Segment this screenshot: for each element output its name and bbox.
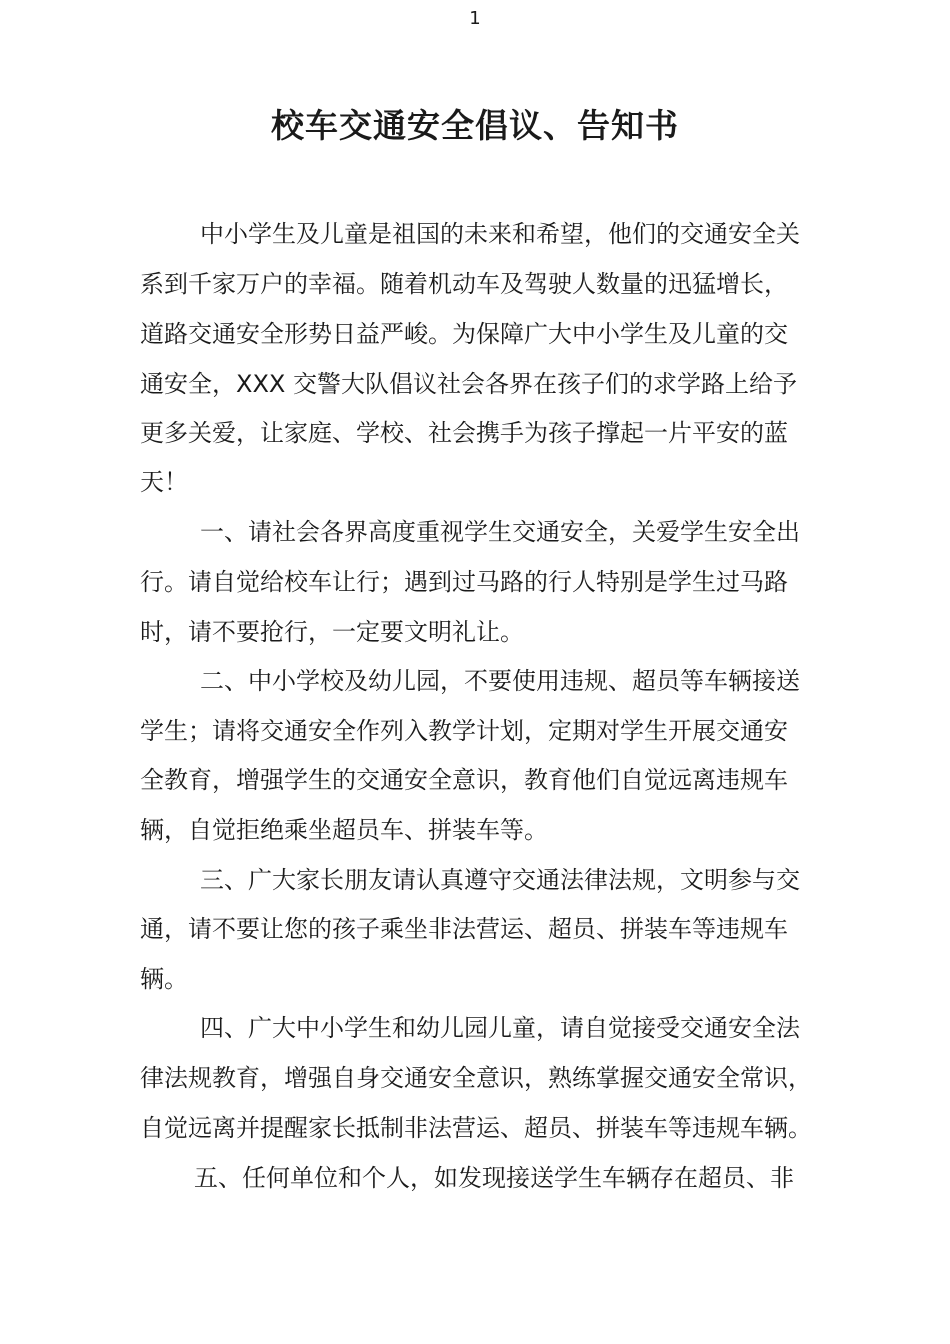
paragraph-5-line-1: 四、广大中小学生和幼儿园儿童，请自觉接受交通安全法 <box>200 1014 800 1042</box>
paragraph-3-line-3: 全教育，增强学生的交通安全意识，教育他们自觉远离违规车 <box>140 766 788 794</box>
paragraph-1-line-3: 道路交通安全形势日益严峻。为保障广大中小学生及儿童的交 <box>140 320 788 348</box>
page-number: 1 <box>469 8 481 29</box>
paragraph-2-line-3: 时，请不要抢行，一定要文明礼让。 <box>140 618 524 646</box>
paragraph-3-line-2: 学生；请将交通安全作列入教学计划，定期对学生开展交通安 <box>140 717 788 745</box>
paragraph-1-line-2: 系到千家万户的幸福。随着机动车及驾驶人数量的迅猛增长， <box>140 270 788 298</box>
paragraph-5-line-2: 律法规教育，增强自身交通安全意识，熟练掌握交通安全常识， <box>140 1064 812 1092</box>
paragraph-1-line-1: 中小学生及儿童是祖国的未来和希望，他们的交通安全关 <box>200 220 800 248</box>
paragraph-4-line-1: 三、广大家长朋友请认真遵守交通法律法规，文明参与交 <box>200 866 800 894</box>
paragraph-5-line-3: 自觉远离并提醒家长抵制非法营运、超员、拼装车等违规车辆。 <box>140 1114 812 1142</box>
paragraph-4-line-2: 通，请不要让您的孩子乘坐非法营运、超员、拼装车等违规车 <box>140 915 788 943</box>
paragraph-3-line-4: 辆，自觉拒绝乘坐超员车、拼装车等。 <box>140 816 548 844</box>
paragraph-1-line-5: 更多关爱，让家庭、学校、社会携手为孩子撑起一片平安的蓝 <box>140 419 788 447</box>
paragraph-4-line-3: 辆。 <box>140 965 188 993</box>
paragraph-3-line-1: 二、中小学校及幼儿园，不要使用违规、超员等车辆接送 <box>200 667 800 695</box>
paragraph-2-line-2: 行。请自觉给校车让行；遇到过马路的行人特别是学生过马路 <box>140 568 788 596</box>
paragraph-1-line-6: 天！ <box>140 468 188 496</box>
document-title: 校车交通安全倡议、告知书 <box>271 106 679 145</box>
paragraph-1-line-4: 通安全，XXX 交警大队倡议社会各界在孩子们的求学路上给予 <box>140 370 797 398</box>
paragraph-2-line-1: 一、请社会各界高度重视学生交通安全，关爱学生安全出 <box>200 518 800 546</box>
paragraph-6-line-1: 五、任何单位和个人，如发现接送学生车辆存在超员、非 <box>194 1164 794 1192</box>
